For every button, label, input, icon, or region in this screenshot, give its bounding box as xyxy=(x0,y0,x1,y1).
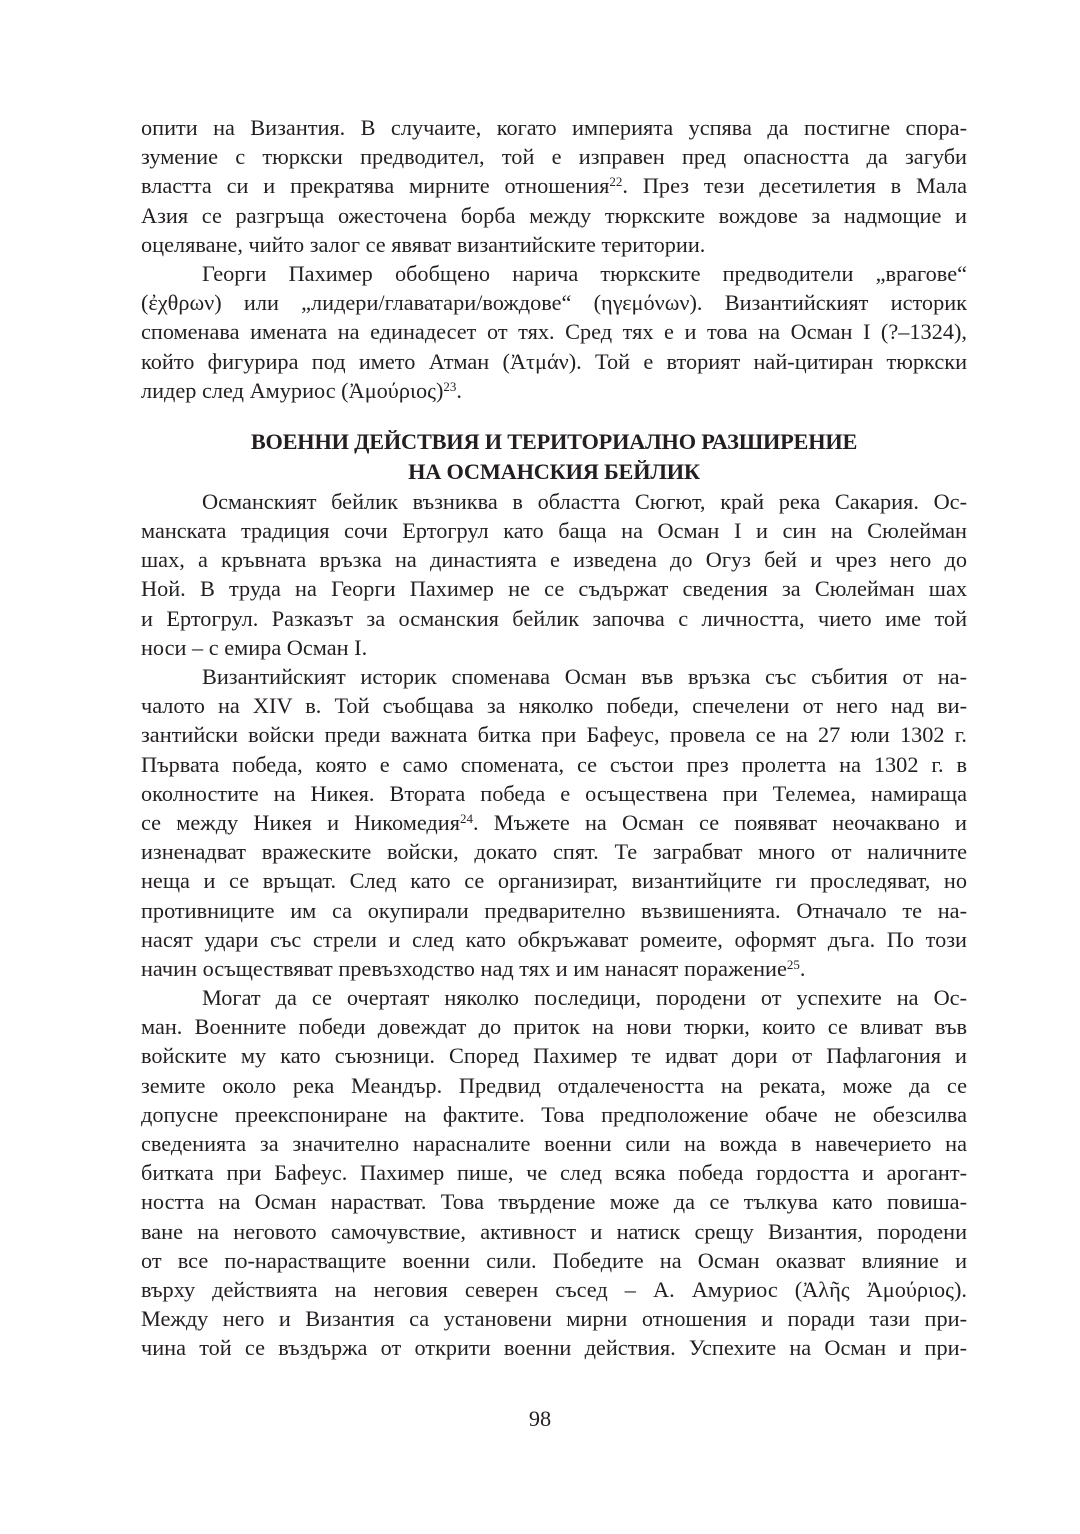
text-line: и Ертогрул. Разказът за османския бейлик започва с личността, чието име той xyxy=(141,605,967,631)
text-line: който фигурира под името Атман (Ἀτμάν). Той е вторият най-цитиран тюркски xyxy=(141,348,967,374)
text-line: сведенията за значително нарасналите военни сили на вожда в навечерието на xyxy=(141,1131,967,1156)
text-line: (ἐχθρων) или „лидери/главатари/вождове“ (ηγεμόνων). Византийският историк xyxy=(141,290,967,316)
text-line: се между Никея и Никомедия$^{24}$. Мъжете на Осман се появяват неочаквано и xyxy=(141,809,967,835)
text-line: битката при Бафеус. Пахимер пише, че след всяка победа гордостта и арогант- xyxy=(141,1160,967,1186)
text-line: насят удари със стрели и след като обкръжават ромеите, оформят дъга. По този xyxy=(141,926,967,952)
paragraph xyxy=(141,983,967,1362)
text-line: шах, а кръвната връзка на династията е изведена до Огуз бей и чрез него до xyxy=(141,547,967,573)
text-line: носи – с емира Осман I. xyxy=(141,634,368,660)
text-line: допусне преекспониране на фактите. Това предположение обаче не обезсилва xyxy=(141,1101,967,1127)
paragraph xyxy=(141,662,967,983)
text-line: манската традиция сочи Ертогрул като баща на Осман I и син на Сюлейман xyxy=(141,518,967,544)
footnote-reference: 22 xyxy=(609,174,623,190)
text-line: земите около река Меандър. Предвид отдалечеността на реката, може да се xyxy=(141,1072,967,1098)
paragraphs-before-heading xyxy=(141,113,967,405)
text-line: властта си и прекратява мирните отношения$^{22}$. През тези десетилетия в Мала xyxy=(141,173,967,199)
text-line: противниците им са окупирали предварително възвишенията. Отначало те на- xyxy=(141,897,967,923)
text-line: от все по-нарастващите военни сили. Победите на Осман оказват влияние и xyxy=(141,1247,967,1273)
text-line: околностите на Никея. Втората победа е осъществена при Телемеа, намираща xyxy=(141,780,967,806)
text-line: ността на Осман нарастват. Това твърдение може да се тълкува като повиша- xyxy=(141,1189,967,1215)
text-line: зантийски войски преди важната битка при Бафеус, провела се на 27 юли 1302 г. xyxy=(141,722,967,748)
paragraph xyxy=(141,487,967,662)
text-line: Първата победа, която е само спомената, се състои през пролетта на 1302 г. в xyxy=(141,751,967,777)
text-line: ване на неговото самочувствие, активност и натиск срещу Византия, породени xyxy=(141,1218,967,1244)
section-heading xyxy=(141,427,967,487)
page-body xyxy=(141,113,967,1363)
text-line: чалото на XIV в. Той съобщава за няколко победи, спечелени от него над ви- xyxy=(141,693,967,719)
footnote-reference: 23 xyxy=(443,378,457,394)
paragraph xyxy=(141,113,967,259)
paragraph xyxy=(141,259,967,405)
text-line: чина той се въздържа от открити военни действия. Успехите на Осман и при- xyxy=(141,1335,967,1361)
text-line: неща и се връщат. След като се организират, византийците ги проследяват, но xyxy=(141,868,967,894)
text-line: върху действията на неговия северен съсед – А. Амуриос (Ἀλῆς Ἀμούριος). xyxy=(141,1276,967,1302)
page-number: 98 xyxy=(528,1406,552,1431)
text-line: зумение с тюркски предводител, той е изправен пред опасността да загуби xyxy=(141,144,967,170)
section-heading-line-2: НА ОСМАНСКИЯ БЕЙЛИК xyxy=(408,458,700,484)
text-line: Ной. В труда на Георги Пахимер не се съдържат сведения за Сюлейман шах xyxy=(141,576,967,602)
footnote-reference: 25 xyxy=(786,956,800,972)
text-line: оцеляване, чийто залог се явяват византийските територии. xyxy=(141,231,706,257)
text-line: Георги Пахимер обобщено нарича тюркските предводители „врагове“ xyxy=(202,260,967,286)
text-line: изненадват вражеските войски, докато спят. Те заграбват много от наличните xyxy=(141,839,967,865)
text-line: Византийският историк споменава Осман във връзка със събития от на- xyxy=(202,664,967,689)
footnote-reference: 24 xyxy=(459,810,473,826)
text-line: Между него и Византия са установени мирни отношения и поради тази при- xyxy=(141,1306,967,1332)
text-line: Могат да се очертаят няколко последици, породени от успехите на Ос- xyxy=(202,985,967,1011)
text-line: Османският бейлик възниква в областта Сюгют, край река Сакария. Ос- xyxy=(202,488,967,514)
text-line: начин осъществяват превъзходство над тях и им нанасят поражение$^{25}$. xyxy=(141,955,806,981)
text-line: войските му като съюзници. Според Пахимер те идват дори от Пафлагония и xyxy=(141,1043,967,1069)
text-line: ман. Военните победи довеждат до приток на нови тюрки, които се вливат във xyxy=(141,1014,967,1040)
text-line: споменава имената на единадесет от тях. Сред тях е и това на Осман I (?–1324), xyxy=(141,319,967,345)
text-line: опити на Византия. В случаите, когато империята успява да постигне спора- xyxy=(141,115,967,140)
text-line: лидер след Амуриос (Ἀμούριος)$^{23}$. xyxy=(141,377,462,403)
section-heading-line-1: ВОЕННИ ДЕЙСТВИЯ И ТЕРИТОРИАЛНО РАЗШИРЕНИЕ xyxy=(250,428,858,454)
text-line: Азия се разгръща ожесточена борба между тюркските вождове за надмощие и xyxy=(141,202,967,228)
paragraphs-after-heading xyxy=(141,487,967,1363)
